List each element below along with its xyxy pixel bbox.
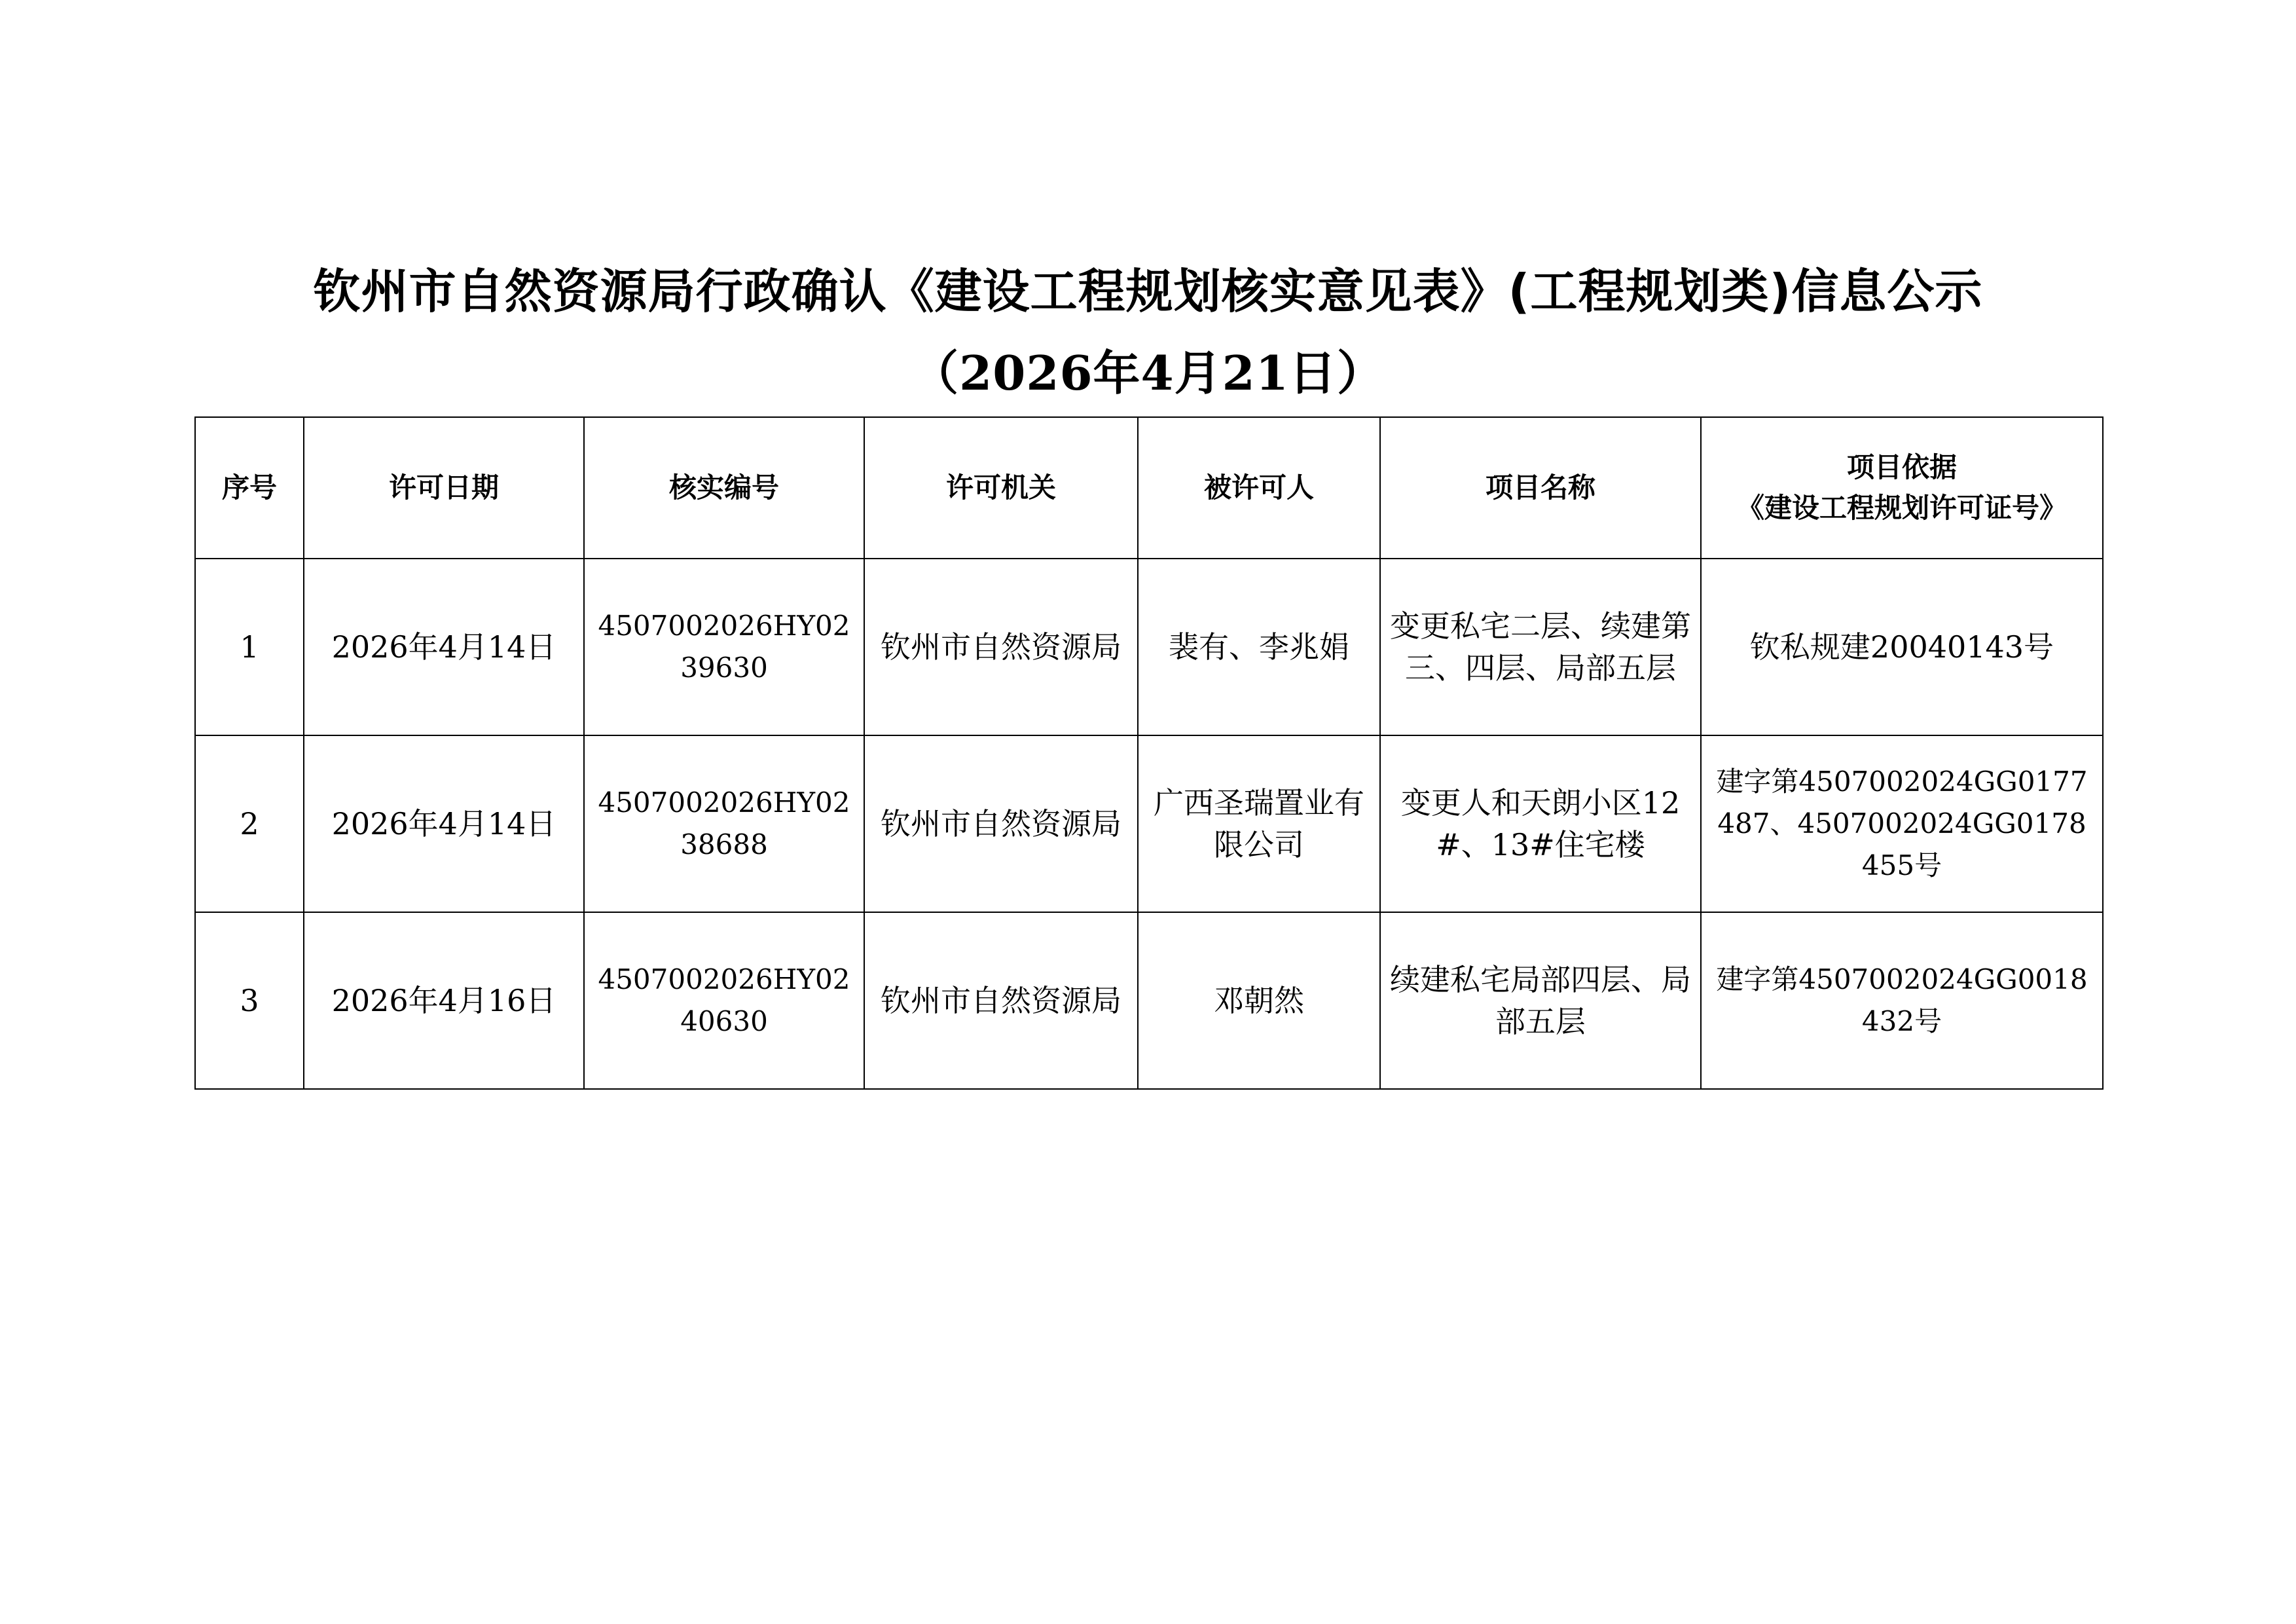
cell-verify-no: 4507002026HY0238688 bbox=[584, 735, 864, 912]
cell-basis: 钦私规建20040143号 bbox=[1701, 559, 2103, 735]
cell-permit-date: 2026年4月14日 bbox=[304, 559, 584, 735]
cell-permit-date: 2026年4月14日 bbox=[304, 735, 584, 912]
cell-index: 1 bbox=[195, 559, 304, 735]
publication-table bbox=[194, 416, 2104, 1090]
page-subtitle-date: （2026年4月21日） bbox=[911, 345, 1385, 401]
cell-permittee: 广西圣瑞置业有限公司 bbox=[1138, 735, 1380, 912]
cell-index: 2 bbox=[195, 735, 304, 912]
cell-verify-no: 4507002026HY0240630 bbox=[584, 912, 864, 1089]
table-header-row bbox=[195, 417, 2103, 559]
cell-authority: 钦州市自然资源局 bbox=[864, 912, 1138, 1089]
cell-project-name: 续建私宅局部四层、局部五层 bbox=[1380, 912, 1701, 1089]
cell-project-name: 变更私宅二层、续建第三、四层、局部五层 bbox=[1380, 559, 1701, 735]
cell-permittee: 邓朝然 bbox=[1138, 912, 1380, 1089]
header-permit-date: 许可日期 bbox=[304, 417, 584, 559]
header-index: 序号 bbox=[195, 417, 304, 559]
cell-verify-no: 4507002026HY0239630 bbox=[584, 559, 864, 735]
cell-project-name: 变更人和天朗小区12#、13#住宅楼 bbox=[1380, 735, 1701, 912]
header-permittee: 被许可人 bbox=[1138, 417, 1380, 559]
cell-basis: 建字第4507002024GG0018432号 bbox=[1701, 912, 2103, 1089]
cell-basis: 建字第4507002024GG0177487、4507002024GG0178455号 bbox=[1701, 735, 2103, 912]
cell-index: 3 bbox=[195, 912, 304, 1089]
header-basis bbox=[1701, 417, 2103, 559]
cell-permittee: 裴有、李兆娟 bbox=[1138, 559, 1380, 735]
table-row bbox=[195, 559, 2103, 735]
header-authority: 许可机关 bbox=[864, 417, 1138, 559]
header-basis-line1: 项目依据 bbox=[1846, 451, 1957, 483]
cell-authority: 钦州市自然资源局 bbox=[864, 735, 1138, 912]
table-row bbox=[195, 735, 2103, 912]
header-verify-no: 核实编号 bbox=[584, 417, 864, 559]
header-basis-line2: 《建设工程规划许可证号》 bbox=[1736, 492, 2067, 524]
table-row bbox=[195, 912, 2103, 1089]
header-project-name: 项目名称 bbox=[1380, 417, 1701, 559]
cell-authority: 钦州市自然资源局 bbox=[864, 559, 1138, 735]
page-title: 钦州市自然资源局行政确认《建设工程规划核实意见表》(工程规划类)信息公示 bbox=[313, 264, 1983, 319]
cell-permit-date: 2026年4月16日 bbox=[304, 912, 584, 1089]
